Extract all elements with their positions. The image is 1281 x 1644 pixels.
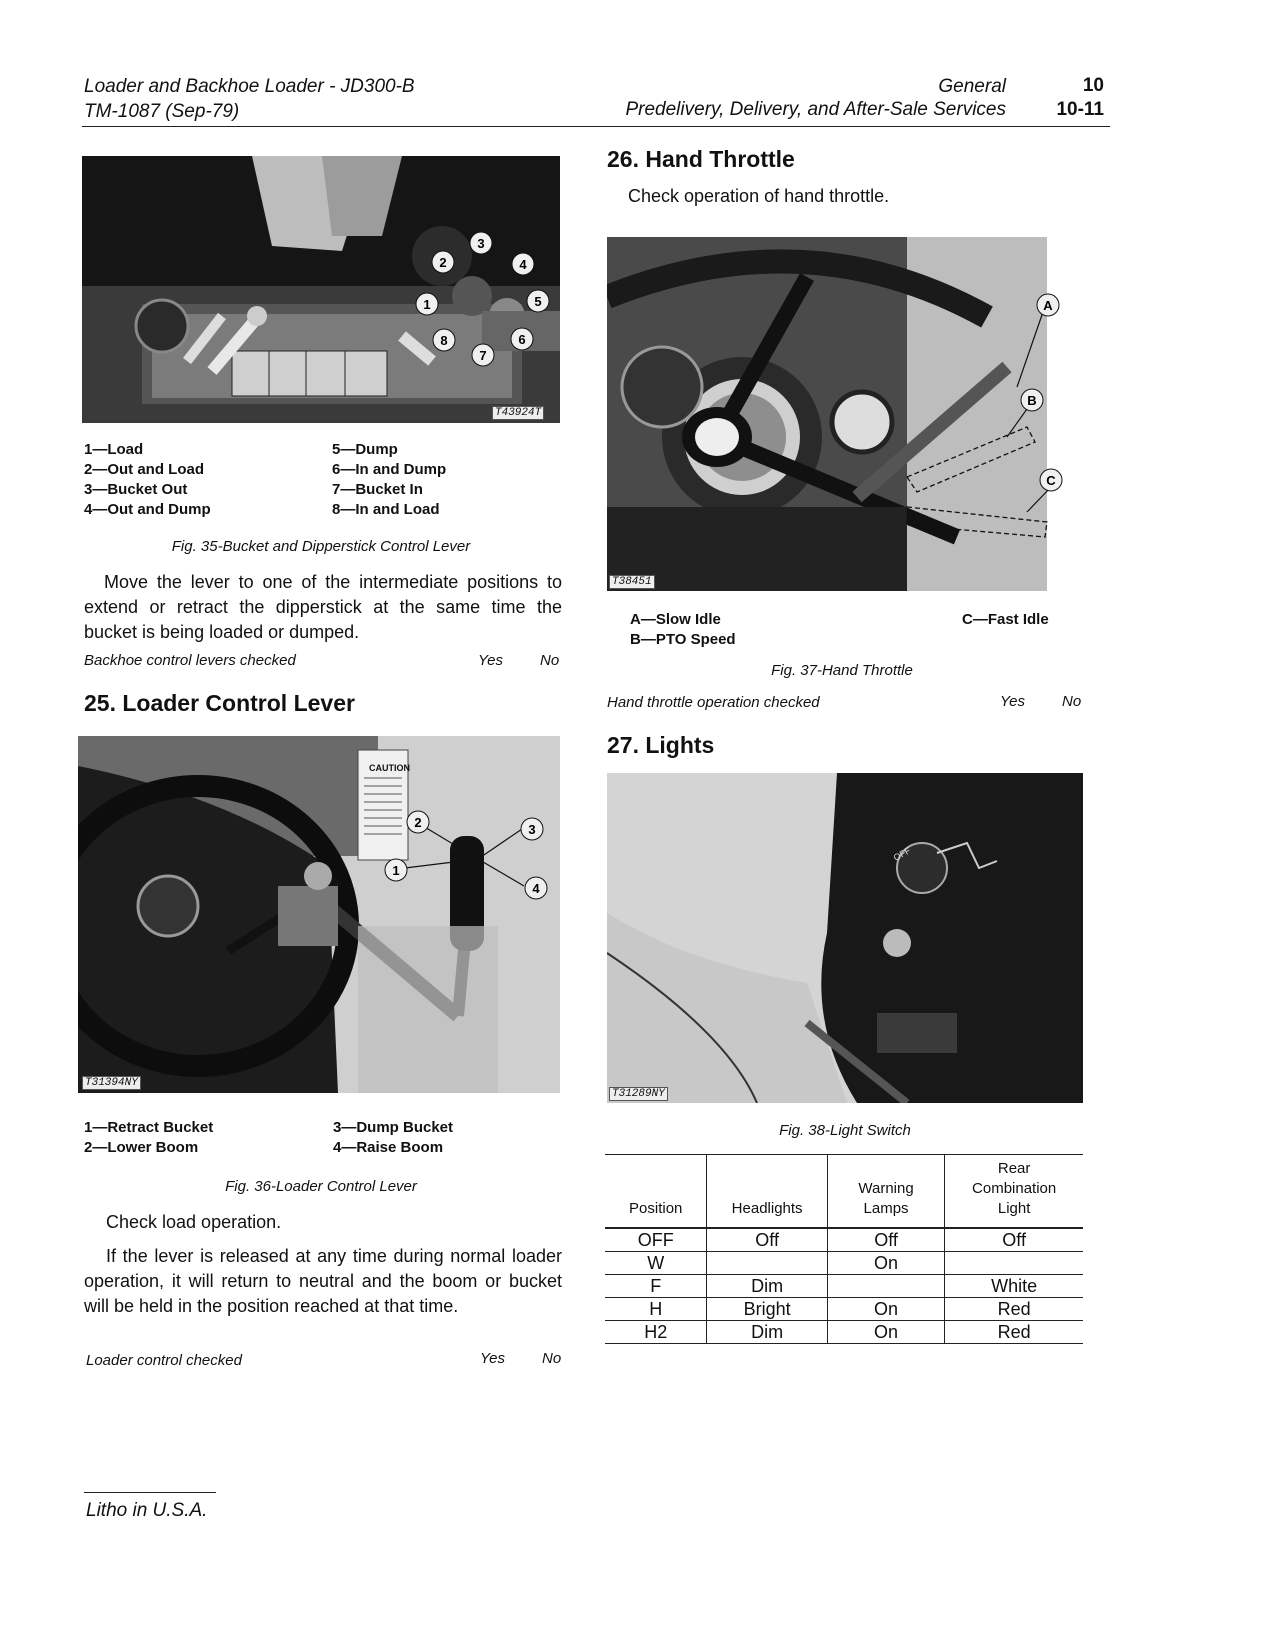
callout-1: 1 [423, 297, 431, 312]
callout-6: 6 [518, 332, 526, 347]
throttle-check-label: Hand throttle operation checked [607, 694, 820, 711]
cell: OFF [605, 1228, 707, 1252]
table-row [605, 1321, 1083, 1344]
callout-a: A [1043, 298, 1053, 313]
legend-item: 5—Dump [332, 441, 398, 458]
cell: Dim [707, 1275, 827, 1298]
cell: W [605, 1252, 707, 1275]
switch-off-label: OFF [891, 845, 913, 863]
fig35-legend-right [332, 440, 562, 520]
callout-c: C [1046, 473, 1056, 488]
cell: Off [827, 1228, 945, 1252]
legend-item: 6—In and Dump [332, 461, 447, 478]
col-position: Position [605, 1155, 707, 1229]
cell: Off [707, 1228, 827, 1252]
section-title: General [938, 76, 1006, 97]
manual-title: Loader and Backhoe Loader - JD300-B [84, 76, 415, 97]
legend-item: 4—Out and Dump [84, 501, 211, 518]
cell: On [827, 1321, 945, 1344]
legend-item: 7—Bucket In [332, 481, 423, 498]
legend-item: 4—Raise Boom [333, 1139, 444, 1156]
fig35-legend-left [84, 440, 314, 520]
cell: Red [945, 1298, 1083, 1321]
callout-7: 7 [479, 348, 487, 363]
callout-3: 3 [477, 236, 485, 251]
cell: On [827, 1298, 945, 1321]
subsection-title: Predelivery, Delivery, and After-Sale Services [625, 99, 1006, 120]
fig37-caption: Fig. 37-Hand Throttle [771, 662, 913, 679]
callout-2: 2 [414, 815, 422, 830]
section-number: 10 [1082, 75, 1104, 96]
cell: F [605, 1275, 707, 1298]
loader-check-yes[interactable]: Yes [480, 1350, 506, 1367]
legend-pto-speed: B—PTO Speed [630, 631, 736, 648]
col-headlights: Headlights [707, 1155, 827, 1229]
callout-b: B [1027, 393, 1037, 408]
throttle-check-no[interactable]: No [1062, 693, 1082, 710]
fig38-caption: Fig. 38-Light Switch [779, 1122, 911, 1139]
page-number: 10-11 [1056, 99, 1104, 120]
fig36-caption: Fig. 36-Loader Control Lever [225, 1178, 417, 1195]
backhoe-check-yes[interactable]: Yes [478, 652, 504, 669]
cell [827, 1275, 945, 1298]
legend-slow-idle: A—Slow Idle [630, 611, 721, 628]
cell: White [945, 1275, 1083, 1298]
cell: Dim [707, 1321, 827, 1344]
table-row [605, 1228, 1083, 1252]
table-row [605, 1298, 1083, 1321]
callout-4: 4 [532, 881, 540, 896]
table-row [605, 1252, 1083, 1275]
backhoe-paragraph: Move the lever to one of the intermediate positions to extend or retract the dipperstick at the same time the bucket is being loaded or dumped. [84, 572, 562, 642]
loader-para-2: If the lever is released at any time during normal loader operation, it will return to neutral and the boom or bucket will be held in the position reached at that time. [84, 1246, 562, 1316]
legend-item: 1—Retract Bucket [84, 1119, 214, 1136]
section-26-intro: Check operation of hand throttle. [628, 186, 890, 206]
loader-check-label: Loader control checked [86, 1352, 242, 1369]
fig36-photo-tag: T31394NY [82, 1076, 141, 1090]
legend-item: 2—Out and Load [84, 461, 204, 478]
col-rear-combination-light: Rear Combination Light [945, 1155, 1083, 1229]
callout-5: 5 [534, 294, 542, 309]
legend-item: 3—Bucket Out [84, 481, 188, 498]
callout-2: 2 [439, 255, 447, 270]
header-rule [82, 126, 1110, 127]
loader-para-1: Check load operation. [106, 1212, 282, 1232]
light-switch-photo [607, 773, 1083, 1103]
cell: H2 [605, 1321, 707, 1344]
callout-1: 1 [392, 863, 400, 878]
light-switch-table [605, 1154, 1083, 1344]
loader-check-no[interactable]: No [542, 1350, 562, 1367]
footer-rule [84, 1492, 216, 1493]
legend-item: 8—In and Load [332, 501, 440, 518]
col-warning-lamps: Warning Lamps [827, 1155, 945, 1229]
fig35-caption: Fig. 35-Bucket and Dipperstick Control Lever [171, 538, 471, 555]
fig36-callouts [78, 736, 560, 1093]
fig36-legend-right [333, 1118, 563, 1158]
section-26-heading: 26. Hand Throttle [607, 146, 795, 172]
legend-item: 2—Lower Boom [84, 1139, 199, 1156]
callout-4: 4 [519, 257, 527, 272]
callout-8: 8 [440, 333, 448, 348]
cell [707, 1252, 827, 1275]
section-25-heading: 25. Loader Control Lever [84, 690, 355, 716]
caution-decal: CAUTION [369, 763, 410, 773]
cell: On [827, 1252, 945, 1275]
cell [945, 1252, 1083, 1275]
fig37-photo-tag: T38451 [609, 575, 655, 589]
cell: Red [945, 1321, 1083, 1344]
fig37-callouts [607, 237, 1077, 591]
backhoe-check-label: Backhoe control levers checked [84, 652, 296, 669]
backhoe-check-no[interactable]: No [540, 652, 560, 669]
manual-id: TM-1087 (Sep-79) [84, 101, 240, 122]
fig36-legend-left [84, 1118, 324, 1158]
section-27-heading: 27. Lights [607, 732, 715, 758]
legend-item: 1—Load [84, 441, 144, 458]
fig35-photo-tag: T43924T [492, 406, 544, 420]
fig38-photo-tag: T31289NY [609, 1087, 668, 1101]
callout-3: 3 [528, 822, 536, 837]
fig35-callouts [82, 156, 560, 423]
throttle-check-yes[interactable]: Yes [1000, 693, 1026, 710]
cell: Bright [707, 1298, 827, 1321]
cell: Off [945, 1228, 1083, 1252]
legend-item: 3—Dump Bucket [333, 1119, 454, 1136]
cell: H [605, 1298, 707, 1321]
table-row [605, 1275, 1083, 1298]
legend-fast-idle: C—Fast Idle [962, 611, 1049, 628]
litho-note: Litho in U.S.A. [86, 1500, 208, 1521]
